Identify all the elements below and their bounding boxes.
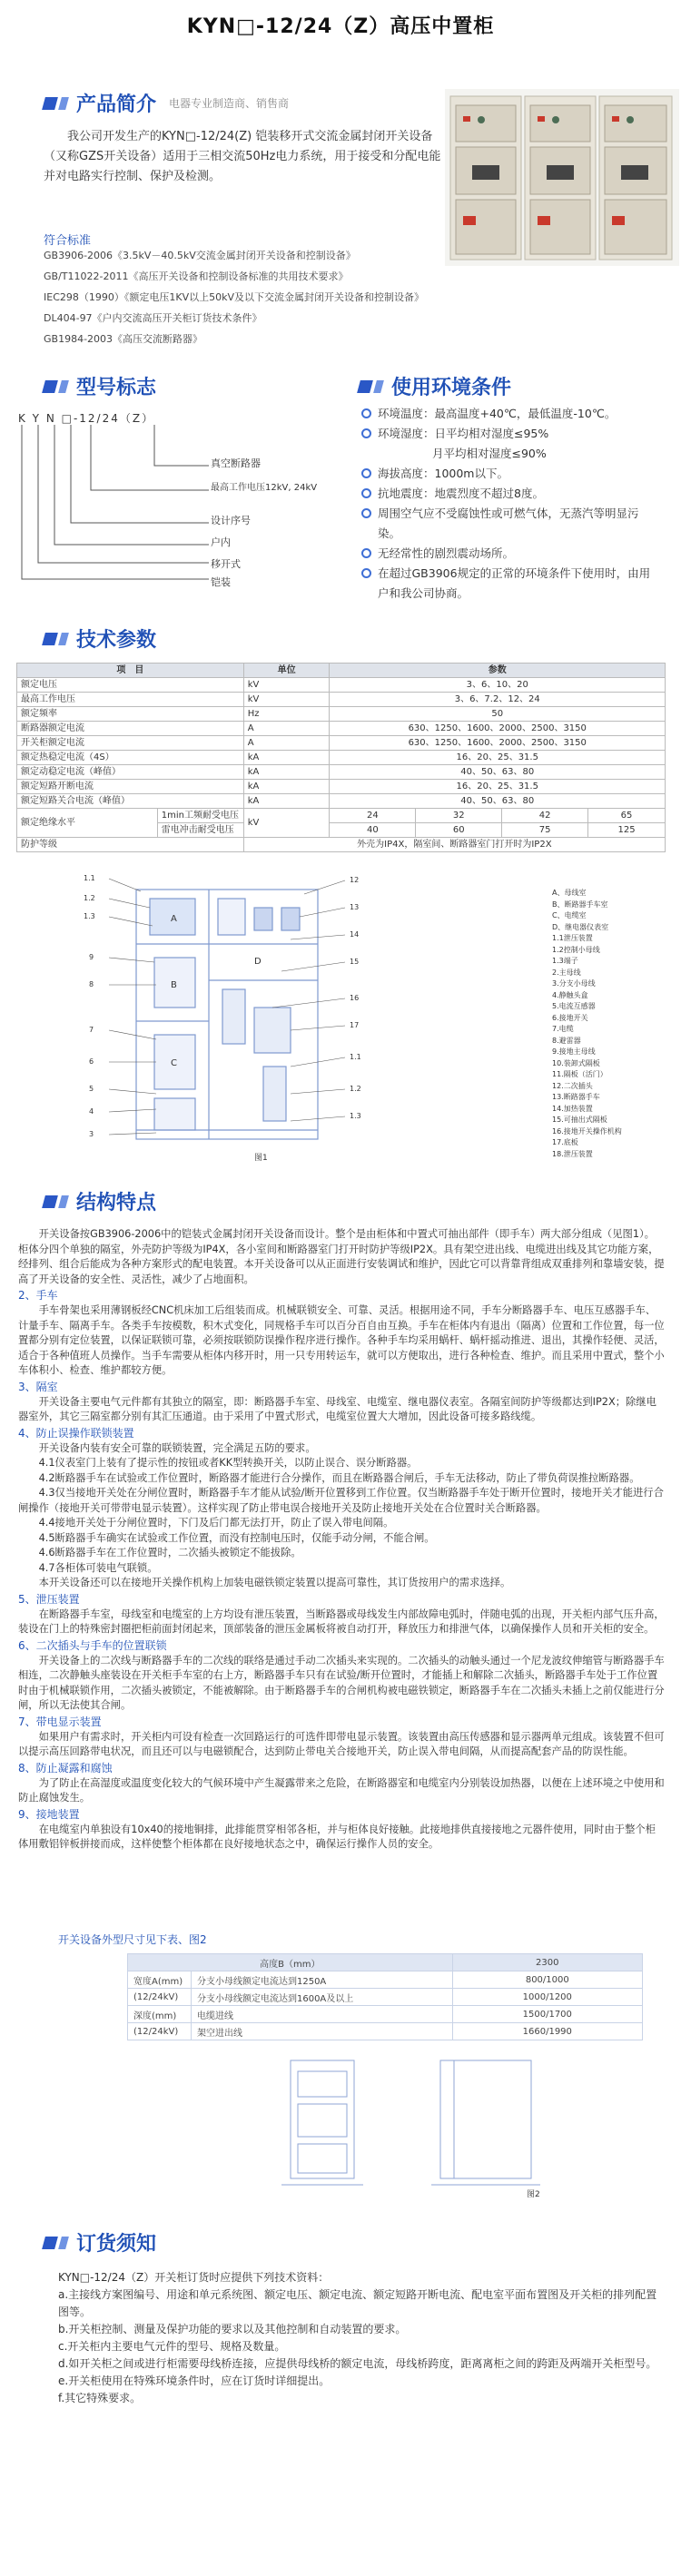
table-row: 开关柜额定电流 A 630、1250、1600、2000、2500、3150 (17, 736, 666, 751)
legend-item: 16.接地开关操作机构 (552, 1126, 622, 1136)
section-order-header (44, 2228, 156, 2256)
dimensions-title: 开关设备外型尺寸见下表、图2 (58, 1933, 207, 1946)
env-item: 海拔高度：1000m以下。 (361, 464, 661, 484)
svg-text:14: 14 (350, 930, 360, 939)
legend-item: 9.接地主母线 (552, 1047, 596, 1056)
svg-text:1.2: 1.2 (84, 894, 95, 902)
structure-subheading: 9、接地装置 (18, 1807, 80, 1821)
legend-item: 10.装卸式隔板 (552, 1058, 600, 1067)
model-label: 真空断路器 (211, 457, 261, 469)
table-row: (12/24kV) 分支小母线额定电流达到1600A及以上 1000/1200 (128, 1989, 643, 2006)
order-item: e.开关柜使用在特殊环境条件时，应在订货时详细提出。 (58, 2374, 331, 2387)
env-item: 抗地震度：地震烈度不超过8度。 (361, 484, 661, 504)
structure-paragraph: 4.4接地开关处于分闸位置时，下门及后门都无法打开，防止了误入带电间隔。 (38, 1517, 394, 1529)
standard-item: DL404-97《户内交流高压开关柜订货技术条件》 (44, 312, 262, 324)
figure2-outline-diagram (272, 2053, 554, 2198)
order-item: a.主接线方案图编号、用途和单元系统图、额定电压、额定电流、额定短路开断电流、配电室平面布置图及开关柜的排列配置图等。 (58, 2288, 657, 2318)
standards-list (44, 249, 516, 347)
table-header-cell: 参数 (330, 664, 666, 678)
table-header-cell: 单位 (243, 664, 330, 678)
svg-text:15: 15 (350, 958, 360, 966)
page-title: KYN□-12/24（Z）高压中置柜 (186, 15, 495, 38)
structure-paragraph: 本开关设备还可以在接地开关操作机构上加装电磁铁锁定装置以提高可靠性，其订货按用户的需求选择。 (38, 1577, 511, 1588)
figure2-caption: 图2 (527, 2190, 540, 2198)
legend-item: 1.2控制小母线 (552, 945, 600, 954)
standards-title: 符合标准 (44, 234, 92, 248)
env-item: 环境湿度：日平均相对湿度≤95% (361, 424, 661, 444)
structure-paragraph: 4.5断路器手车确实在试验或工作位置，而没有控制电压时，仅能手动分闸，不能合闸。 (38, 1531, 435, 1544)
order-item: b.开关柜控制、测量及保护功能的要求以及其他控制和自动装置的要求。 (58, 2323, 407, 2335)
legend-item: 13.断路器手车 (552, 1093, 600, 1101)
structure-paragraph: 开关设备按GB3906-2006中的铠装式金属封闭开关设备而设计。整个是由柜体和中置式可抽出部件（即手车）两大部分组成（见图1）。柜体分四个单独的隔室，外壳防护等级为IP4X，各小室间和断路器室门打开时防护等级IP2X。具有架空进出线、电缆进出线及其它功能方案，经排列、组合后能成为各种方案形式的配电装置。本开关设备可以从正面进行安装调试和维护，因此它可以背靠背组成双重排列和靠墙安装，提高了开关设备的安全性、灵活性，减少了占地面积。 (18, 1228, 665, 1285)
intro-heading: 产品简介 (76, 93, 157, 116)
structure-subheading: 4、防止误操作联锁装置 (18, 1426, 134, 1440)
table-row: 额定绝缘水平 1min工频耐受电压 kV 24 32 42 65 (17, 809, 666, 823)
legend-item: 1.1泄压装置 (552, 934, 593, 942)
table-row: 额定短路关合电流（峰值） kA 40、50、63、80 (17, 794, 666, 809)
model-label: 移开式 (211, 558, 241, 570)
structure-subheading: 6、二次插头与手车的位置联锁 (18, 1638, 167, 1652)
structure-paragraph: 在断路器手车室，母线室和电缆室的上方均设有泄压装置，当断路器或母线发生内部故障电弧时，伴随电弧的出现，开关柜内部气压升高，装设在门上的特殊密封圈把柜前面封闭起来，顶部装备的泄压金属板将被自动打开，释放压力和排泄气体，以确保操作人员和开关柜的安全。 (18, 1608, 665, 1635)
env-item: 周围空气应不受腐蚀性或可燃气体，无蒸汽等明显污染。 (361, 504, 661, 544)
model-code-diagram (18, 425, 218, 588)
figure1-cabinet-diagram (73, 871, 454, 1166)
structure-subheading: 2、手车 (18, 1289, 58, 1302)
intro-paragraph: 我公司开发生产的KYN□-12/24(Z) 铠装移开式交流金属封闭开关设备（又称GZS开关设备）适用于三相交流50Hz电力系统，用于接受和分配电能并对电路实行控制、保护及检测。 (44, 130, 441, 183)
structure-paragraph: 4.6断路器手车在工作位置时，二次插头被锁定不能拔除。 (38, 1547, 301, 1558)
legend-item: 4.静触头盒 (552, 990, 588, 999)
legend-item: 12.二次插头 (552, 1081, 593, 1090)
table-row: 额定热稳定电流（4S） kA 16、20、25、31.5 (17, 751, 666, 765)
structure-paragraph: 在电缆室内单独设有10x40的接地铜排，此排能贯穿相邻各柜，并与柜体良好接触。此接地排供直接接地之元器件使用，同时由于整个柜体用敷铝锌板拼接而成，这样使整个柜体都在良好接地状态之中，确保运行操作人员的安全。 (18, 1823, 656, 1850)
table-row: 雷电冲击耐受电压 40 60 75 125 (17, 823, 666, 838)
table-row: 最高工作电压 kV 3、6、7.2、12、24 (17, 693, 666, 707)
order-item: f.其它特殊要求。 (58, 2392, 142, 2404)
legend-item: 3.分支小母线 (552, 979, 596, 988)
tech-heading: 技术参数 (76, 629, 157, 652)
section-env-header (359, 372, 511, 400)
table-row: (12/24kV) 架空进出线 1660/1990 (128, 2023, 643, 2040)
table-header-row (17, 664, 666, 678)
structure-paragraph: 手车骨架也采用薄钢板经CNC机床加工后组装而成。机械联锁安全、可靠、灵活。根据用途不同，手车分断路器手车、电压互感器手车、计量手车、隔离手车。各类手车按模数，积木式变化，同规格手车可以百分百自由互换。手车在柜体内有退出（隔离）位置和工作位置，每一位置都分别有定位装置，以保证联锁可靠，必须按联锁防误操作程序进行操作。各种手车均采用蜗杆、蜗杆摇动推进、退出，其操作轻便、灵活，适合于各种值班人员操作。当手车需要从柜体内移开时，用一只专用转运车，就可以方便取出，进行各种检查、维护。而且采用中置式，整个小车体积小、检查、维护都较方便。 (18, 1304, 665, 1376)
env-item: 月平均相对湿度≤90% (432, 447, 547, 460)
structure-paragraph: 4.2断路器手车在试验或工作位置时，断路器才能进行合分操作，而且在断路器合闸后，手车无法移动，防止了带负荷误推拉断路器。 (38, 1471, 640, 1484)
legend-item: 14.加热装置 (552, 1104, 593, 1113)
svg-text:1.1: 1.1 (350, 1053, 361, 1061)
svg-text:4: 4 (89, 1107, 94, 1116)
table-row: 额定短路开断电流 kA 16、20、25、31.5 (17, 780, 666, 794)
svg-text:1.2: 1.2 (350, 1085, 361, 1093)
model-label: 铠装 (211, 576, 231, 588)
model-code: K Y N □-12/24（Z） (18, 412, 155, 425)
legend-item: 8.避雷器 (552, 1036, 581, 1045)
structure-subheading: 7、带电显示装置 (18, 1715, 102, 1728)
table-header-row: 高度B（mm） 2300 (128, 1954, 643, 1971)
env-item: 环境温度：最高温度+40℃，最低温度-10℃。 (361, 404, 661, 424)
table-row: 额定频率 Hz 50 (17, 707, 666, 722)
svg-text:8: 8 (89, 980, 94, 988)
svg-text:16: 16 (350, 994, 360, 1002)
structure-paragraph: 4.3仅当接地开关处在分闸位置时，断路器手车才能从试验/断开位置移到工作位置。仅当断路器手车处于断开位置时，接地开关才能进行合闸操作（接地开关可带带电显示装置）。这样实现了防止带电误合接地开关及防止接地开关处在合位置时关合断路器。 (18, 1487, 664, 1514)
legend-item: C、电缆室 (552, 911, 587, 919)
section-tech-header (44, 624, 156, 653)
figure1-caption: 图1 (254, 1154, 268, 1163)
table-row: 断路器额定电流 A 630、1250、1600、2000、2500、3150 (17, 722, 666, 736)
intro-subheading: 电器专业制造商、销售商 (169, 97, 290, 110)
order-item: c.开关柜内主要电气元件的型号、规格及数量。 (58, 2340, 286, 2353)
legend-item: 7.电缆 (552, 1025, 574, 1033)
env-heading: 使用环境条件 (391, 377, 512, 399)
svg-text:D: D (254, 957, 262, 967)
structure-paragraph: 4.1仪表室门上装有了提示性的按钮或者KK型转换开关，以防止误合、误分断路器。 (38, 1457, 418, 1469)
standard-item: IEC298（1990）《额定电压1KV以上50kV及以下交流金属封闭开关设备和控制设备》 (44, 291, 424, 303)
structure-heading: 结构特点 (76, 1192, 157, 1214)
standard-item: GB1984-2003《高压交流断路器》 (44, 333, 203, 345)
svg-text:17: 17 (350, 1021, 360, 1029)
svg-text:7: 7 (89, 1026, 94, 1034)
svg-text:1.1: 1.1 (84, 874, 95, 882)
circle-bullet-icon (361, 488, 371, 498)
svg-text:C: C (171, 1058, 177, 1068)
table-row: 深度(mm) 电缆进线 1500/1700 (128, 2006, 643, 2023)
circle-bullet-icon (361, 548, 371, 558)
circle-bullet-icon (361, 468, 371, 478)
svg-text:6: 6 (89, 1057, 94, 1066)
svg-text:5: 5 (89, 1085, 94, 1093)
svg-text:3: 3 (89, 1130, 94, 1138)
order-intro: KYN□-12/24（Z）开关柜订货时应提供下列技术资料： (58, 2271, 330, 2284)
table-row: 防护等级 外壳为IP4X，隔室间、断路器室门打开时为IP2X (17, 838, 666, 852)
structure-subheading: 3、隔室 (18, 1380, 58, 1393)
svg-text:1.3: 1.3 (350, 1112, 361, 1120)
env-item: 无经常性的剧烈震动场所。 (361, 544, 661, 564)
circle-bullet-icon (361, 428, 371, 438)
model-heading: 型号标志 (76, 377, 157, 399)
structure-paragraph: 为了防止在高湿度或温度变化较大的气候环境中产生凝露带来之危险，在断路器室和电缆室内分别装设加热器，以便在上述环境之中使用和防止腐蚀发生。 (18, 1776, 665, 1804)
legend-item: 15.可抽出式隔板 (552, 1116, 607, 1124)
svg-text:12: 12 (350, 876, 360, 884)
circle-bullet-icon (361, 568, 371, 578)
circle-bullet-icon (361, 408, 371, 418)
legend-item: 2.主母线 (552, 968, 581, 977)
model-label: 最高工作电压12kV, 24kV (211, 483, 318, 493)
structure-paragraph: 4.7各柜体可装电气联锁。 (38, 1561, 158, 1574)
legend-item: B、断路器手车室 (552, 900, 608, 909)
structure-paragraph: 开关设备内装有安全可靠的联锁装置，完全满足五防的要求。 (38, 1441, 316, 1454)
svg-text:13: 13 (350, 903, 360, 911)
model-label: 设计序号 (211, 515, 251, 526)
table-row: 宽度A(mm) 分支小母线额定电流达到1250A 800/1000 (128, 1971, 643, 1989)
table-row: 额定电压 kV 3、6、10、20 (17, 678, 666, 693)
svg-text:A: A (171, 914, 177, 924)
switchgear-photo (445, 89, 679, 266)
tech-table (16, 663, 666, 852)
env-item: 在超过GB3906规定的正常的环境条件下使用时，由用户和我公司协商。 (361, 564, 661, 604)
table-header-cell: 项 目 (17, 664, 244, 678)
section-intro-header (44, 89, 289, 117)
figure1-legend (552, 888, 679, 1160)
structure-paragraph: 如果用户有需求时，开关柜内可设有检查一次回路运行的可选件即带电显示装置。该装置由高压传感器和显示器两单元组成。该装置不但可以提示高压回路带电状况，而且还可以与电磁锁配合，达到防止带电关合接地开关，防止误入带电间隔，从而提高配套产品的防误性能。 (18, 1730, 665, 1757)
order-item: d.如开关柜之间或进行柜需要母线桥连接，应提供母线桥的额定电流，母线桥跨度，距离离柜之间的跨距及两端开关柜型号。 (58, 2357, 657, 2370)
section-structure-header (44, 1187, 156, 1215)
legend-item: A、母线室 (552, 889, 587, 897)
legend-item: 17.底板 (552, 1138, 578, 1146)
legend-item: D、继电器仪表室 (552, 922, 609, 931)
svg-text:1.3: 1.3 (84, 912, 95, 920)
section-model-header (44, 372, 156, 400)
standard-item: GB/T11022-2011《高压开关设备和控制设备标准的共用技术要求》 (44, 270, 349, 282)
legend-item: 18.泄压装置 (552, 1149, 593, 1158)
standard-item: GB3906-2006《3.5kV－40.5kV交流金属封闭开关设备和控制设备》 (44, 250, 356, 261)
legend-item: 6.接地开关 (552, 1013, 588, 1022)
svg-text:9: 9 (89, 953, 94, 961)
structure-paragraph: 开关设备上的二次线与断路器手车的二次线的联络是通过手动二次插头来实现的。二次插头的动触头通过一个尼龙波纹伸缩管与断路器手车相连，二次静触头座装设在开关柜手车室的右上方，断路器手车只有在试验/断开位置时，才能插上和解除二次插头，断路器手车处于工作位置时由于机械联锁作用，二次插头被锁定，不能被解除。由于断路器手车的合闸机构被电磁铁锁定，断路器手车在二次插头未插上之前仅能进行分闸，所以无法使其合闸。 (18, 1654, 665, 1711)
table-row: 额定动稳定电流（峰值） kA 40、50、63、80 (17, 765, 666, 780)
dimensions-table (127, 1953, 643, 2040)
model-label: 户内 (211, 536, 231, 548)
legend-item: 1.3端子 (552, 957, 578, 965)
env-list (361, 404, 661, 604)
structure-paragraph: 开关设备主要电气元件都有其独立的隔室，即：断路器手车室、母线室、电缆室、继电器仪表室。各隔室间防护等级都达到IP2X；除继电器室外，其它三隔室都分别有其汇压通道。由于采用了中置式形式，电缆室位置大大增加，因此设备可接多路线缆。 (18, 1395, 656, 1422)
structure-body (18, 1227, 665, 1853)
legend-item: 11.隔板（活门） (552, 1070, 607, 1078)
structure-subheading: 8、防止凝露和腐蚀 (18, 1761, 113, 1775)
structure-subheading: 5、泄压装置 (18, 1592, 80, 1606)
svg-text:B: B (171, 980, 177, 990)
order-heading: 订货须知 (76, 2233, 157, 2256)
legend-item: 5.电流互感器 (552, 1002, 596, 1010)
circle-bullet-icon (361, 508, 371, 518)
order-list (58, 2269, 666, 2407)
